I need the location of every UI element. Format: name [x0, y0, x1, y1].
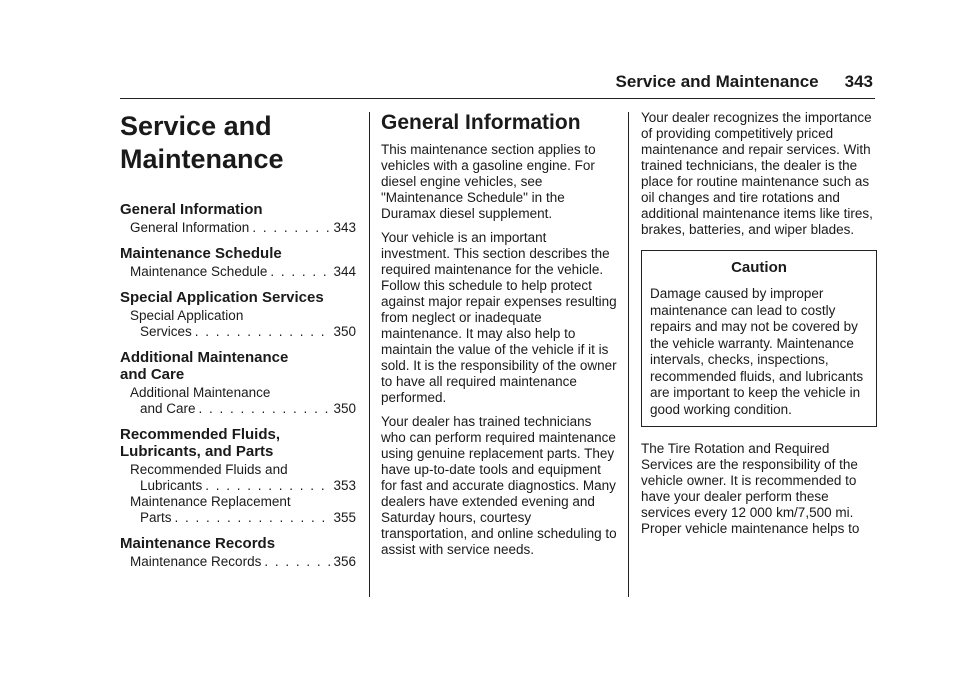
toc-heading: Special Application Services: [120, 289, 324, 306]
column-divider: [369, 112, 370, 597]
caution-title: Caution: [731, 259, 787, 276]
toc-heading: Additional Maintenance and Care: [120, 349, 289, 383]
toc-heading: Maintenance Records: [120, 535, 276, 552]
toc-section: [120, 289, 356, 340]
page-number: 343: [844, 72, 873, 91]
paragraph: The Tire Rotation and Required Services are the responsibility of the vehicle owner. It is recommended to have your dealer perform these services every 12 000 km/7,500 mi. Proper vehicle maintenance helps to: [641, 441, 860, 536]
toc-entry[interactable]: Additional Maintenance and Care . . . 350: [120, 385, 356, 417]
toc-entry[interactable]: Special Application Services . . . 350: [120, 308, 356, 340]
header-rule: [120, 98, 875, 99]
toc-entry[interactable]: Maintenance Records . . . 356: [120, 554, 356, 570]
section-title: General Information: [381, 111, 581, 134]
paragraph: Your dealer recognizes the importance of providing competitively priced maintenance and repair services. With trained technicians, the dealer is the place for routine maintenance such as oil changes and tire rotations and additional maintenance items like tires, brakes, batteries, and wiper blades.: [641, 110, 873, 237]
toc-heading: Maintenance Schedule: [120, 245, 282, 262]
chapter-title: Service and Maintenance: [120, 111, 284, 174]
general-information-column: [381, 110, 617, 566]
paragraph: Your vehicle is an important investment. This section describes the required maintenance for the vehicle. Follow this schedule to help protect against major repair expenses resulting from neglect or inadequate maintenance. It may also help to maintain the value of the vehicle if it is sold. It is the responsibility of the owner to have all required maintenance performed.: [381, 230, 617, 405]
toc-entry[interactable]: General Information . . . 343: [120, 220, 356, 236]
header-title: Service and Maintenance: [615, 72, 819, 91]
caution-text: Damage caused by improper maintenance can lead to costly repairs and may not be covered by the vehicle warranty. Maintenance intervals, checks, inspections, recommended fluids, and lubricants are important to keep the vehicle in good working condition.: [650, 286, 864, 417]
chapter-toc-column: [120, 110, 356, 579]
toc-section: [120, 535, 356, 570]
toc-entry[interactable]: Maintenance Schedule . . . 344: [120, 264, 356, 280]
toc-section: [120, 245, 356, 280]
running-header: [0, 72, 873, 92]
toc-entry[interactable]: Maintenance Replacement Parts . . . 355: [120, 494, 356, 526]
caution-box: [641, 250, 877, 427]
toc-section: [120, 201, 356, 236]
toc-heading: General Information: [120, 201, 263, 218]
toc-heading: Recommended Fluids, Lubricants, and Parts: [120, 426, 281, 460]
toc-entry[interactable]: Recommended Fluids and Lubricants . . . 353: [120, 462, 356, 494]
dealer-info-column: [641, 110, 877, 545]
column-divider: [628, 112, 629, 597]
toc-section: [120, 426, 356, 526]
paragraph: Your dealer has trained technicians who can perform required maintenance using genuine replacement parts. They have up-to-date tools and equipment for fast and accurate diagnostics. Many dealers have extended evening and Saturday hours, courtesy transportation, and online scheduling to assist with service needs.: [381, 414, 617, 557]
toc-section: [120, 349, 356, 417]
paragraph: This maintenance section applies to vehicles with a gasoline engine. For diesel engine vehicles, see "Maintenance Schedule" in the Duramax diesel supplement.: [381, 142, 596, 221]
